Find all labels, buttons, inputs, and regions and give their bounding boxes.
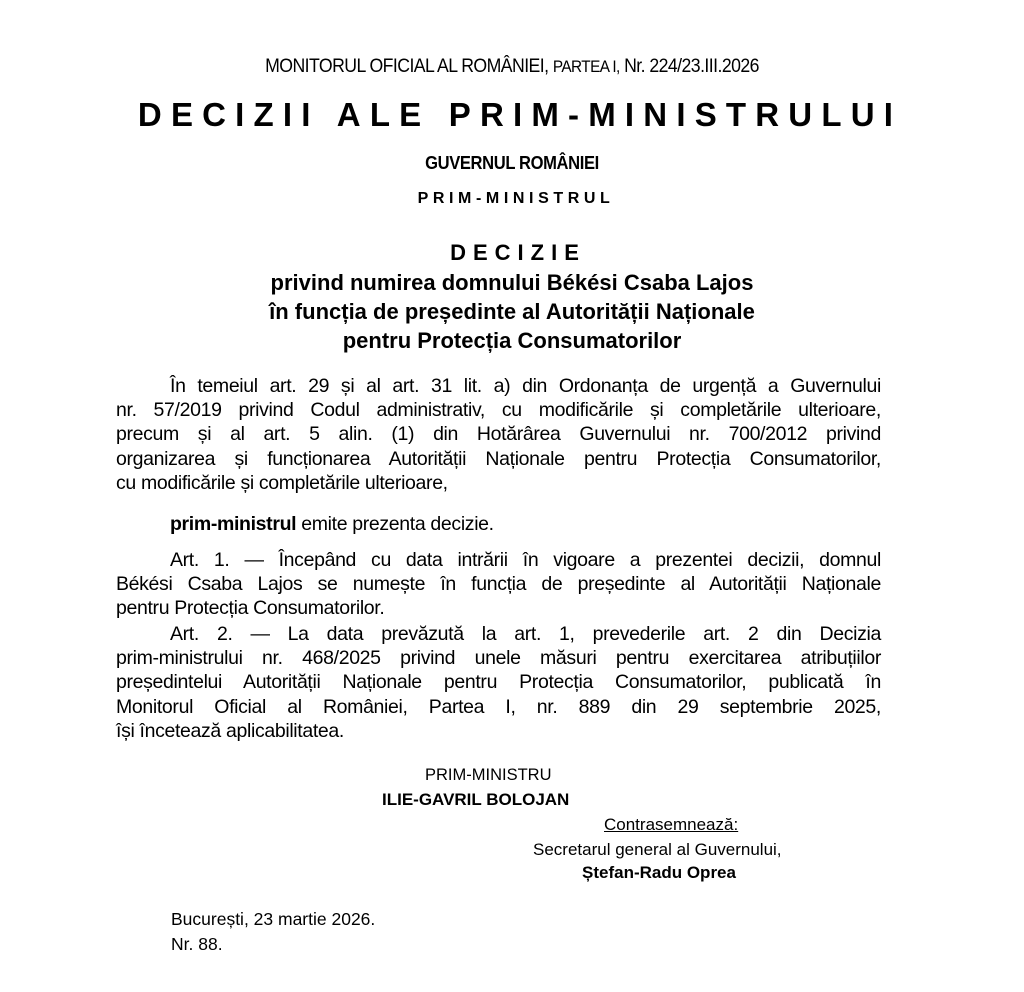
- enacting-subject: prim-ministrul: [170, 513, 297, 535]
- enacting-clause: [116, 512, 881, 536]
- document-title-line: în funcția de președinte al Autorității Naționale: [269, 299, 755, 324]
- preamble-line: În temeiul art. 29 și al art. 31 lit. a) din Ordonanța de urgență a Guvernului: [170, 375, 881, 397]
- preamble-line: organizarea și funcționarea Autorității Naționale pentru Protecția Consumatorilor,: [116, 447, 881, 470]
- signatory-name: ILIE-GAVRIL BOLOJAN: [382, 790, 570, 809]
- document-title: [0, 268, 1024, 355]
- publication-name: MONITORUL OFICIAL AL ROMÂNIEI,: [265, 56, 549, 77]
- decision-number: Nr. 88.: [171, 934, 223, 954]
- signatory-role: PRIM-MINISTRU: [425, 766, 552, 784]
- issuer-office: PRIM-MINISTRUL: [417, 190, 615, 207]
- publication-issue: Nr. 224/23.III.2026: [624, 56, 759, 77]
- article-1: [116, 548, 881, 621]
- document-title-line: pentru Protecția Consumatorilor: [342, 328, 682, 353]
- preamble-paragraph: [116, 374, 881, 495]
- article-line: își încetează aplicabilitatea.: [116, 719, 344, 742]
- countersign-label: Contrasemnează:: [604, 815, 739, 834]
- preamble-line: cu modificările și completările ulterioare,: [116, 471, 448, 494]
- countersign-role: Secretarul general al Guvernului,: [533, 840, 782, 859]
- issuer-government: GUVERNUL ROMÂNIEI: [425, 153, 599, 173]
- article-line: Art. 1. — Începând cu data intrării în vigoare a prezentei decizii, domnul: [170, 549, 881, 571]
- article-line: președintelui Autorității Naționale pentru Protecția Consumatorilor, publicată în: [116, 671, 881, 694]
- place-and-date: București, 23 martie 2026.: [171, 909, 376, 929]
- section-title: DECIZII ALE PRIM-MINISTRULUI: [137, 96, 903, 133]
- article-line: prim-ministrului nr. 468/2025 privind unele măsuri pentru exercitarea atribuțiilor: [116, 647, 881, 670]
- countersign-name: Ștefan-Radu Oprea: [582, 863, 736, 882]
- publication-header: [36, 56, 988, 78]
- article-line: Békési Csaba Lajos se numește în funcția de președinte al Autorității Naționale: [116, 573, 881, 596]
- preamble-line: nr. 57/2019 privind Codul administrativ, cu modificările și completările ulterioare,: [116, 399, 881, 422]
- document-title-line: privind numirea domnului Békési Csaba Lajos: [270, 270, 754, 295]
- article-2: [116, 622, 881, 743]
- enacting-text: emite prezenta decizie.: [296, 513, 494, 535]
- document-type: DECIZIE: [450, 240, 586, 265]
- enacting-line: [116, 512, 881, 536]
- article-line: Art. 2. — La data prevăzută la art. 1, prevederile art. 2 din Decizia: [170, 623, 881, 645]
- preamble-line: precum și al art. 5 alin. (1) din Hotărârea Guvernului nr. 700/2012 privind: [116, 423, 881, 446]
- publication-part: PARTEA I,: [552, 58, 620, 76]
- article-line: pentru Protecția Consumatorilor.: [116, 597, 385, 620]
- article-line: Monitorul Oficial al României, Partea I, nr. 889 din 29 septembrie 2025,: [116, 695, 881, 718]
